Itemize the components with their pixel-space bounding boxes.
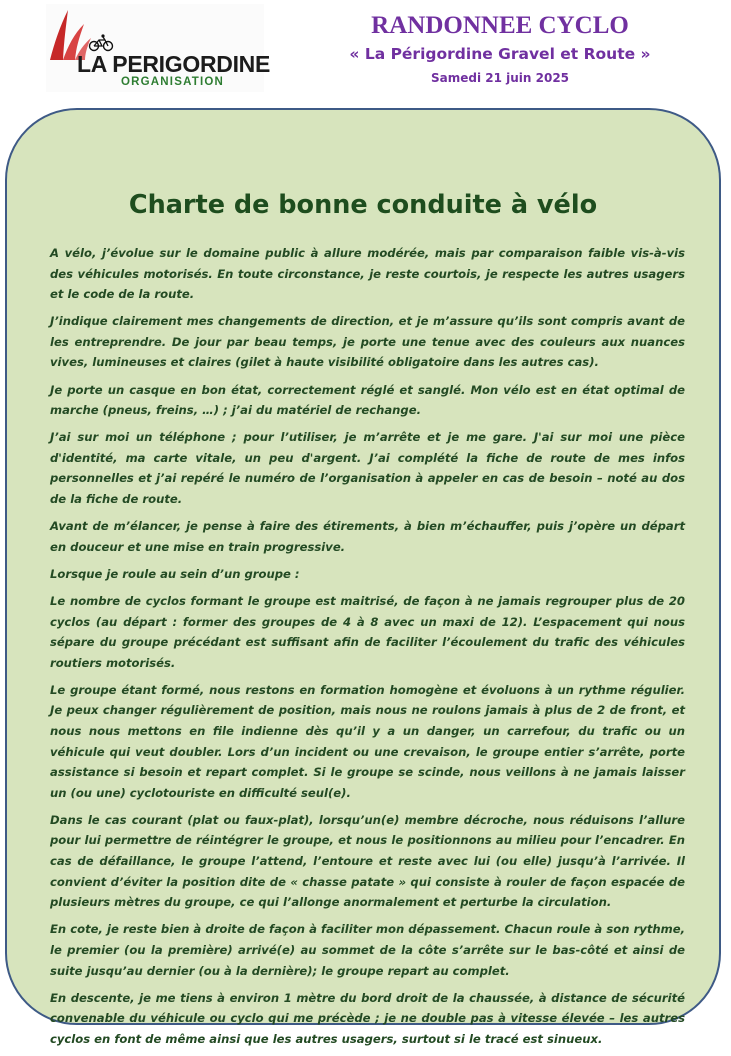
paragraph: A vélo, j’évolue sur le domaine public à allure modérée, mais par comparaison faible vis-à-vis des véhicules motorisés. En toute circonstance, je reste courtois, je respecte les autres usagers et le code de la route. (50, 246, 685, 302)
charte-panel (5, 108, 721, 1046)
logo (46, 4, 271, 92)
logo-brand: LA PERIGORDINE (77, 51, 271, 77)
paragraph: Je porte un casque en bon état, correctement réglé et sanglé. Mon vélo est en état optimal de marche (pneus, freins, …) ; j’ai du matériel de rechange. (50, 382, 685, 418)
cyclist-icon (88, 34, 114, 52)
paragraph: J’indique clairement mes changements de direction, et je m’assure qu’ils sont compris avant de les entreprendre. De jour par beau temps, je porte une tenue avec des couleurs aux nuances vives, lumineuses et claires (gilet à haute visibilité obligatoire dans les autres cas). (50, 314, 685, 370)
paragraph: En descente, je me tiens à environ 1 mètre du bord droit de la chaussée, à distance de sécurité convenable du véhicule ou cyclo qui me précède ; je ne double pas à vitesse élevée – les autres cyclos en font de même ainsi que les autres usagers, surtout si le tracé est sinueux. (50, 990, 685, 1046)
event-title: RANDONNEE CYCLO (371, 12, 629, 39)
event-subtitle: « La Périgordine Gravel et Route » (349, 45, 651, 63)
paragraph: J’ai sur moi un téléphone ; pour l’utiliser, je m’arrête et je me gare. J'ai sur moi une pièce d'identité, ma carte vitale, un peu d'argent. J’ai complété la fiche de route de mes infos personnelles et j’ai repéré le numéro de l’organisation à appeler en cas de besoin – noté au dos de la fiche de route. (50, 430, 685, 507)
section-heading: Lorsque je roule au sein d’un groupe : (50, 566, 300, 581)
logo-subtitle: ORGANISATION (121, 76, 224, 88)
paragraph: Le groupe étant formé, nous restons en formation homogène et évoluons à un rythme régulier. Je peux changer régulièrement de position, mais nous ne roulons jamais à plus de 2 de front, et nous nous mettons en file indienne dès qu’il y a un danger, un carrefour, du trafic ou un véhicule qui veut doubler. Lors d’un incident ou une crevaison, le groupe entier s’arrête, porte assistance si besoin et repart complet. Si le groupe se scinde, nous veillons à ne jamais laisser un (ou une) cyclotouriste en difficulté seul(e). (50, 682, 685, 800)
paragraph: Dans le cas courant (plat ou faux-plat), lorsqu’un(e) membre décroche, nous réduisons l’allure pour lui permettre de réintégrer le groupe, et nous le positionnons au milieu pour l’encadrer. En cas de défaillance, le groupe l’attend, l’entoure et reste avec lui (ou elle) jusqu’à l’arrivée. Il convient d’éviter la position dite de « chasse patate » qui consiste à rouler de façon espacée de plusieurs mètres du groupe, ce qui l’allonge anormalement et perturbe la circulation. (50, 812, 685, 910)
charte-title: Charte de bonne conduite à vélo (128, 190, 598, 220)
paragraph: En cote, je reste bien à droite de façon à faciliter mon dépassement. Chacun roule à son rythme, le premier (ou la première) arrivé(e) au sommet de la côte s’arrête sur le bas-côté et ainsi de suite jusqu’au dernier (ou à la dernière); le groupe repart au complet. (50, 922, 685, 978)
paragraph: Avant de m’élancer, je pense à faire des étirements, à bien m’échauffer, puis j’opère un départ en douceur et une mise en train progressive. (50, 519, 685, 554)
paragraph: Le nombre de cyclos formant le groupe est maitrisé, de façon à ne jamais regrouper plus de 20 cyclos (au départ : former des groupes de 4 à 8 avec un maxi de 12). L’espacement qui nous sépare du groupe précédant est suffisant afin de faciliter l’écoulement du trafic des véhicules routiers motorisés. (50, 593, 685, 670)
event-date: Samedi 21 juin 2025 (430, 71, 570, 85)
charte-body (50, 243, 685, 1056)
